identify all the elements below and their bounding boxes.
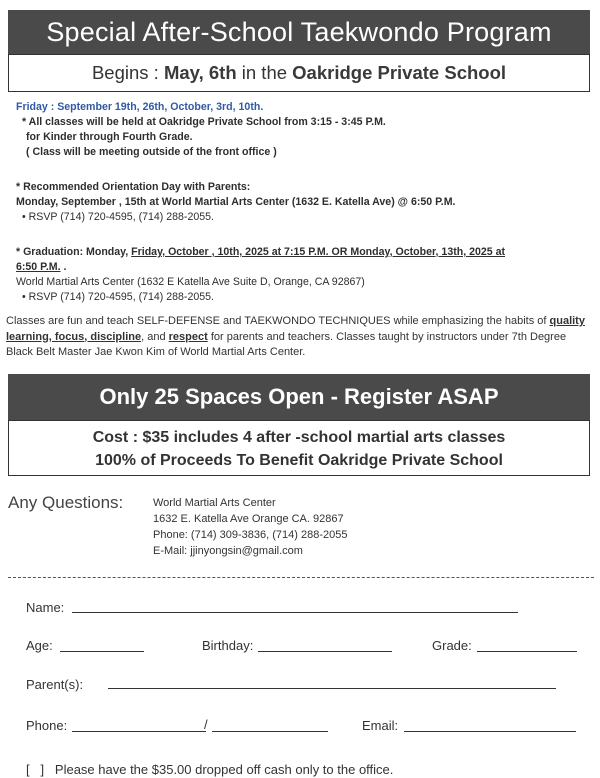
name-label: Name: <box>26 600 65 615</box>
cost-box <box>8 420 590 476</box>
description-respect: respect <box>168 330 208 343</box>
questions-label: Any Questions: <box>8 493 124 512</box>
birthday-label: Birthday: <box>202 638 254 653</box>
birthday-field[interactable] <box>258 651 392 652</box>
graduation-block <box>16 245 505 305</box>
begins-mid: in the <box>236 62 293 83</box>
school-name: Oakridge Private School <box>292 62 507 83</box>
description-text-3: for parents and teachers. Classes taught by instructors under 7th Degree Black Belt Master Jae Kwon Kim of World Martial Arts Center. <box>6 330 567 358</box>
schedule-line-1: * All classes will be held at Oakridge Private School from 3:15 - 3:45 P.M. <box>22 116 386 128</box>
contact-email: E-Mail: jjinyongsin@gmail.com <box>153 545 303 557</box>
parents-field[interactable] <box>108 688 556 689</box>
schedule-line-3: ( Class will be meeting outside of the front office ) <box>26 146 277 158</box>
graduation-date-1: Friday, October , 10th, 2025 at 7:15 P.M. OR Monday, October, 13th, 2025 at <box>131 246 506 258</box>
program-description <box>6 314 592 361</box>
phone-separator: / <box>204 717 208 732</box>
email-label: Email: <box>362 718 399 733</box>
begins-date: May, 6th <box>163 62 237 83</box>
spaces-banner: Only 25 Spaces Open - Register ASAP <box>8 374 590 420</box>
age-field[interactable] <box>60 651 144 652</box>
schedule-line-2: for Kinder through Fourth Grade. <box>26 131 193 143</box>
name-field[interactable] <box>72 612 518 613</box>
graduation-venue: World Martial Arts Center (1632 E Katella Ave Suite D, Orange, CA 92867) <box>16 276 365 288</box>
orientation-block <box>16 180 456 225</box>
description-text-1: Classes are fun and teach SELF-DEFENSE and TAEKWONDO TECHNIQUES while emphasizing the habits of <box>6 315 550 327</box>
payment-note <box>26 762 393 777</box>
phone-label: Phone: <box>26 718 68 733</box>
contact-phone: Phone: (714) 309-3836, (714) 288-2055 <box>153 529 348 541</box>
phone-field-1[interactable] <box>72 731 206 732</box>
grade-field[interactable] <box>477 651 577 652</box>
cost-line-2: 100% of Proceeds To Benefit Oakridge Private School <box>95 452 503 469</box>
orientation-line-2: Monday, September , 15th at World Martial Arts Center (1632 E. Katella Ave) @ 6:50 P.M. <box>16 196 456 208</box>
payment-checkbox[interactable]: [ ] <box>26 762 45 777</box>
graduation-rsvp: • RSVP (714) 720-4595, (714) 288-2055. <box>22 291 214 303</box>
graduation-date-2: 6:50 P.M. <box>16 261 61 273</box>
begins-label: Begins : <box>91 62 159 83</box>
email-field[interactable] <box>404 731 576 732</box>
page-title: Special After-School Taekwondo Program <box>8 10 590 54</box>
contact-address: 1632 E. Katella Ave Orange CA. 92867 <box>153 513 344 525</box>
payment-note-text: Please have the $35.00 dropped off cash only to the office. <box>54 762 394 777</box>
class-dates: Friday : September 19th, 26th, October, 3rd, 10th. <box>16 101 264 113</box>
description-text-2: , and <box>141 330 169 343</box>
contact-name: World Martial Arts Center <box>153 497 276 509</box>
graduation-suffix: . <box>60 261 67 273</box>
age-label: Age: <box>26 638 53 653</box>
description-habits: quality learning, focus, discipline <box>6 315 585 343</box>
contact-info <box>153 495 347 559</box>
orientation-rsvp: • RSVP (714) 720-4595, (714) 288-2055. <box>22 211 214 223</box>
orientation-line-1: * Recommended Orientation Day with Parents: <box>16 181 251 193</box>
begins-banner <box>8 54 590 92</box>
cost-line-1: Cost : $35 includes 4 after -school martial arts classes <box>92 429 506 446</box>
phone-field-2[interactable] <box>212 731 328 732</box>
parents-label: Parent(s): <box>26 677 84 692</box>
graduation-prefix: * Graduation: Monday, <box>16 246 132 258</box>
schedule-block <box>16 100 386 160</box>
cut-line <box>8 577 594 578</box>
grade-label: Grade: <box>432 638 472 653</box>
